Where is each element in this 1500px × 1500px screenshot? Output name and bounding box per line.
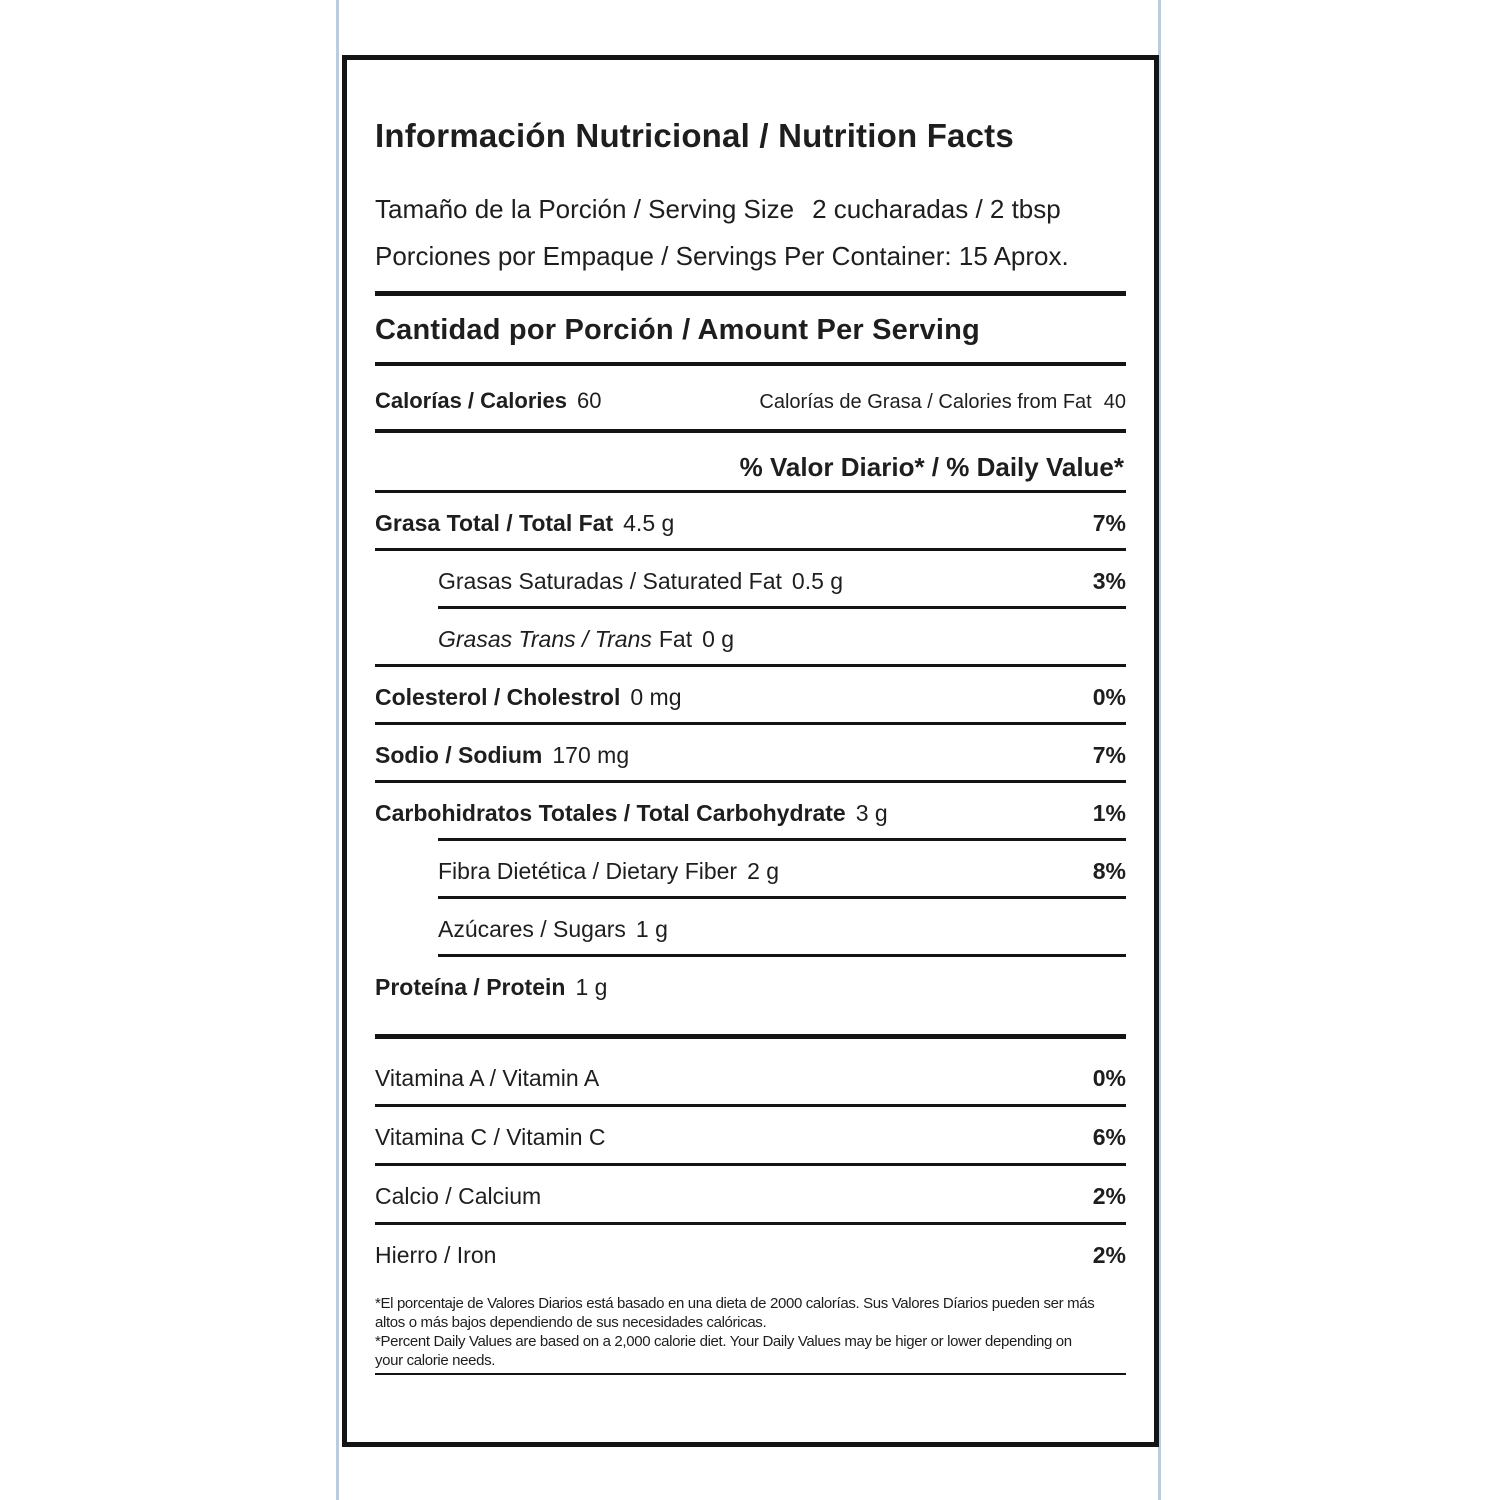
nutrient-amount: 170 mg — [552, 742, 630, 768]
nutrient-name-text: Fibra Dietética / Dietary Fiber — [438, 858, 738, 884]
vitamin-name: Hierro / Iron — [375, 1242, 497, 1268]
calories-from-fat — [759, 391, 1126, 414]
nutrient-name — [438, 857, 779, 886]
nutrient-name — [438, 915, 668, 944]
nutrient-daily-value: 8% — [1092, 858, 1126, 884]
nutrient-daily-value: 1% — [1092, 800, 1126, 826]
nutrient-name-text: Grasas Saturadas / Saturated Fat — [438, 568, 782, 594]
serving-size-label: Tamaño de la Porción / Serving Size — [375, 194, 795, 224]
nutrient-name-text: Proteína / Protein — [375, 974, 566, 1000]
nutrient-name — [375, 509, 674, 538]
nutrient-row-saturated-fat — [375, 551, 1126, 606]
vitamin-daily-value: 6% — [1092, 1124, 1126, 1150]
nutrient-row-protein — [375, 957, 1126, 1034]
nutrient-row-carbohydrate — [375, 783, 1126, 838]
nutrient-amount: 3 g — [855, 800, 888, 826]
vitamin-name: Calcio / Calcium — [375, 1183, 542, 1209]
nutrient-row-dietary-fiber — [375, 841, 1126, 896]
footnote-line: your calorie needs. — [375, 1352, 496, 1369]
serving-size-value: 2 cucharadas / 2 tbsp — [812, 194, 1061, 224]
vitamin-daily-value: 0% — [1092, 1065, 1126, 1091]
nutrient-daily-value: 3% — [1092, 568, 1126, 594]
servings-per-container-row: Porciones por Empaque / Servings Per Container: 15 Aprox. — [375, 241, 1069, 271]
serving-size-row — [375, 190, 1126, 228]
calories-from-fat-value: 40 — [1103, 391, 1126, 413]
nutrient-name-text: Colesterol / Cholestrol — [375, 684, 621, 710]
daily-value-header: % Valor Diario* / % Daily Value* — [739, 452, 1124, 482]
nutrition-facts-panel — [342, 55, 1159, 1447]
nutrient-name — [375, 799, 888, 828]
nutrient-amount: 4.5 g — [623, 510, 675, 536]
nutrient-row-trans-fat — [375, 609, 1126, 664]
calories-label-text: Calorías / Calories — [375, 388, 567, 413]
panel-title: Información Nutricional / Nutrition Facts — [375, 117, 1014, 154]
calories-value: 60 — [576, 388, 602, 413]
nutrient-name — [375, 973, 607, 1002]
nutrient-daily-value: 7% — [1092, 510, 1126, 536]
nutrient-name-text: Azúcares / Sugars — [438, 916, 626, 942]
vitamin-daily-value: 2% — [1092, 1242, 1126, 1268]
calories-from-fat-label: Calorías de Grasa / Calories from Fat — [759, 391, 1092, 413]
footnote-line: *El porcentaje de Valores Diarios está basado en una dieta de 2000 calorías. Sus Valores Díarios pueden ser más — [375, 1295, 1095, 1312]
left-crop-guide-line — [336, 0, 339, 1500]
vitamin-name: Vitamina C / Vitamin C — [375, 1124, 606, 1150]
nutrient-row-sodium — [375, 725, 1126, 780]
vitamin-row-iron — [375, 1225, 1126, 1281]
nutrient-amount: 0.5 g — [791, 568, 844, 594]
nutrient-name-text: Carbohidratos Totales / Total Carbohydrate — [375, 800, 846, 826]
footnote — [375, 1294, 1126, 1370]
nutrient-name — [375, 683, 682, 712]
nutrient-row-sugars — [375, 899, 1126, 954]
footnote-line: altos o más bajos dependiendo de sus necesidades calóricas. — [375, 1314, 767, 1331]
calories-label — [375, 388, 601, 414]
vitamin-row-vitamin-c — [375, 1107, 1126, 1163]
nutrient-row-total-fat — [375, 493, 1126, 548]
vitamin-row-vitamin-a — [375, 1039, 1126, 1104]
amount-per-serving-header: Cantidad por Porción / Amount Per Serving — [375, 314, 980, 346]
nutrient-name — [375, 741, 629, 770]
vitamin-daily-value: 2% — [1092, 1183, 1126, 1209]
calories-row — [375, 366, 1126, 429]
vitamin-row-calcium — [375, 1166, 1126, 1222]
nutrient-name-text: Sodio / Sodium — [375, 742, 543, 768]
nutrient-name-text: Grasa Total / Total Fat — [375, 510, 614, 536]
vitamin-name: Vitamina A / Vitamin A — [375, 1065, 600, 1091]
nutrient-row-cholesterol — [375, 667, 1126, 722]
nutrient-name-italic: Grasas Trans / Trans — [438, 626, 652, 652]
nutrient-amount: 0 mg — [630, 684, 682, 710]
footnote-line: *Percent Daily Values are based on a 2,000 calorie diet. Your Daily Values may be higer or lower depending on — [375, 1333, 1072, 1350]
nutrient-name — [438, 625, 734, 654]
nutrient-name — [438, 567, 843, 596]
nutrient-daily-value: 0% — [1092, 684, 1126, 710]
nutrient-amount: 0 g — [702, 626, 735, 652]
nutrient-amount: 1 g — [635, 916, 668, 942]
footnote-underline — [375, 1373, 1126, 1375]
nutrient-amount: 2 g — [747, 858, 780, 884]
nutrient-name-text: Fat — [658, 626, 693, 652]
nutrient-daily-value: 7% — [1092, 742, 1126, 768]
nutrient-amount: 1 g — [575, 974, 608, 1000]
divider-thick — [375, 291, 1126, 296]
